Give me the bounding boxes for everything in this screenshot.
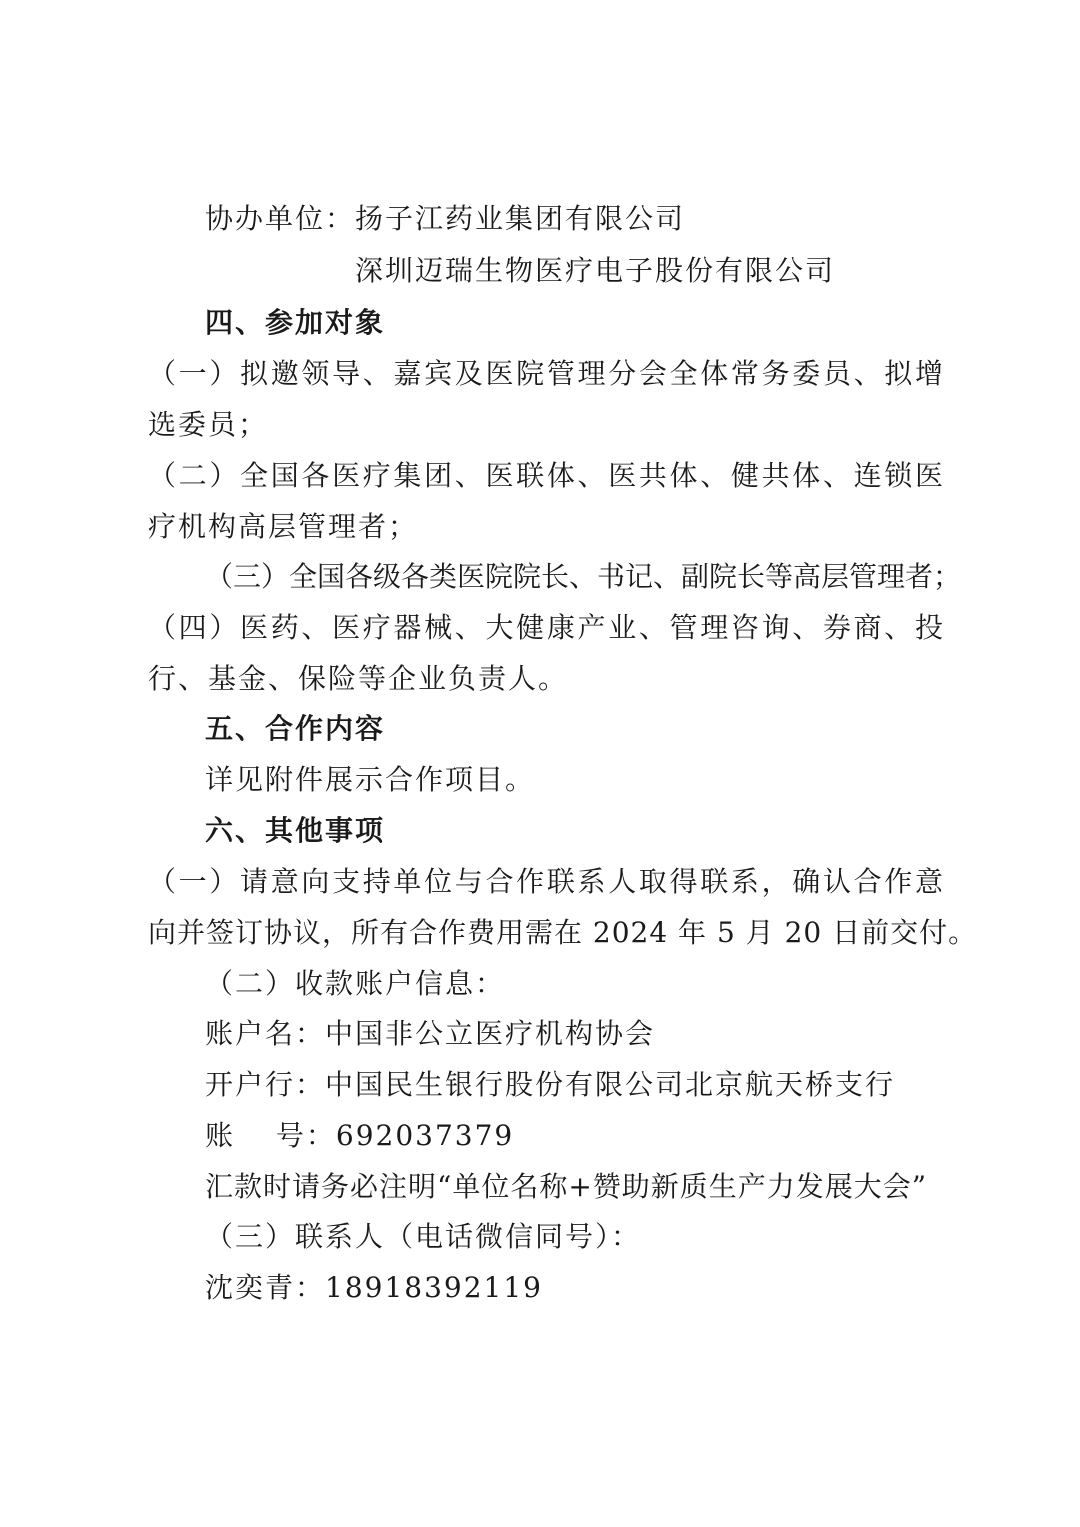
section-4-item-2-line-1: （二）全国各医疗集团、医联体、医共体、健共体、连锁医 <box>148 459 945 492</box>
section-6-heading: 六、其他事项 <box>205 814 386 847</box>
section-4-item-2-line-2: 疗机构高层管理者； <box>148 510 419 543</box>
section-5-text: 详见附件展示合作项目。 <box>205 763 536 796</box>
section-4-item-1-line-1: （一）拟邀领导、嘉宾及医院管理分会全体常务委员、拟增 <box>148 357 945 390</box>
account-name: 账户名：中国非公立医疗机构协会 <box>205 1017 656 1050</box>
section-6-item-1-line-2: 向并签订协议，所有合作费用需在 2024 年 5 月 20 日前交付。 <box>148 916 978 949</box>
account-number: 账 号：692037379 <box>205 1119 515 1152</box>
section-5-heading: 五、合作内容 <box>205 712 386 745</box>
section-4-item-4-line-2: 行、基金、保险等企业负责人。 <box>148 662 569 695</box>
section-4-item-4-line-1: （四）医药、医疗器械、大健康产业、管理咨询、券商、投 <box>148 611 945 644</box>
section-6-item-2: （二）收款账户信息： <box>205 967 506 1000</box>
co-organizer-label: 协办单位： <box>205 202 356 235</box>
co-organizer-name-2: 深圳迈瑞生物医疗电子股份有限公司 <box>355 254 836 287</box>
section-4-item-1-line-2: 选委员； <box>148 408 269 441</box>
co-organizer-name-1: 扬子江药业集团有限公司 <box>355 202 686 235</box>
remittance-note: 汇款时请务必注明“单位名称+赞助新质生产力发展大会” <box>205 1170 928 1203</box>
section-6-item-1-line-1: （一）请意向支持单位与合作联系人取得联系，确认合作意 <box>148 865 945 898</box>
bank-name: 开户行：中国民生银行股份有限公司北京航天桥支行 <box>205 1068 896 1101</box>
section-4-item-3: （三）全国各级各类医院院长、书记、副院长等高层管理者； <box>205 560 962 593</box>
section-4-heading: 四、参加对象 <box>205 306 386 339</box>
section-6-item-3: （三）联系人（电话微信同号）： <box>205 1220 642 1253</box>
co-organizer-line1 <box>205 199 685 239</box>
contact-person: 沈奕青：18918392119 <box>205 1271 543 1304</box>
